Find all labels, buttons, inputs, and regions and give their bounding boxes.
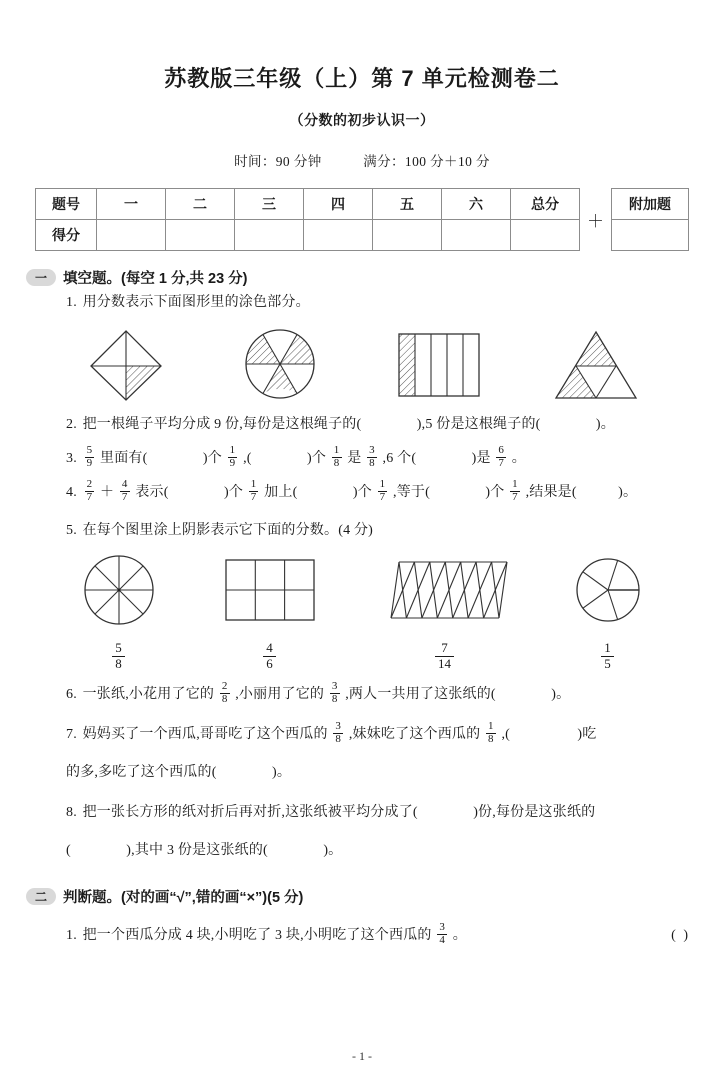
question-5 [66,516,724,546]
triangle-four-parts-icon [549,326,643,404]
question-2-part2: ),5 份是这根绳子的( [416,417,541,432]
section2-question-1-t2: 。 [452,927,467,943]
extra-header: 附加题 [612,189,689,220]
question-7-number: 7. [66,726,77,742]
section-header-1 [26,267,724,288]
time-label: 时间：90 分钟 [234,154,322,169]
fraction-numerator: 1 [379,478,386,491]
question-3-t4: )个 [307,451,327,466]
score-cell-4[interactable] [304,220,373,251]
question-8-t2: )份,每份是这张纸的 [473,804,596,820]
question-3-number: 3. [66,451,77,466]
plus-icon: ＋ [587,212,604,231]
question-4-t4: 加上( [264,485,298,500]
question-4-t8: ,结果是( [525,485,577,500]
question-6-t1: 一张纸,小花用了它的 [82,686,215,702]
section-title-2: 判断题。(对的画“√”,错的画“×”)(5 分) [63,889,304,906]
table-row [612,189,689,220]
fraction-5-9 [85,445,95,470]
question-7-t2: ,妹妹吃了这个西瓜的 [348,726,481,742]
fraction-denominator: 8 [331,693,338,706]
question-7-t4: )吃 [577,726,597,742]
question-7-line2-a: 的多,多吃了这个西瓜的( [66,764,217,780]
rectangle-six-cells-icon [216,550,324,630]
row-label-score: 得分 [36,220,97,251]
question-4-t5: )个 [352,485,372,500]
question-1-figures [48,324,676,404]
extra-score-cell[interactable] [612,220,689,251]
fraction-3-8 [367,445,377,470]
fraction-3-4 [437,922,447,947]
score-table [35,188,580,251]
fraction-denominator: 9 [229,457,236,470]
fraction-denominator: 8 [112,656,125,672]
fraction-numerator: 3 [335,720,342,733]
col-2: 二 [166,189,235,220]
question-4-t9: )。 [618,485,638,500]
fraction-numerator: 2 [221,680,228,693]
figure-circle-five [566,550,650,672]
question-1 [66,288,724,318]
fraction-numerator: 6 [498,444,505,457]
fraction-numerator: 4 [121,478,128,491]
figure-label-7-14 [435,639,454,672]
col-4: 四 [304,189,373,220]
question-5-figures [48,550,676,672]
section-badge-1: 一 [26,269,56,286]
judgement-answer-box[interactable]: ( ) [671,927,690,943]
question-8-t1: 把一张长方形的纸对折后再对折,这张纸被平均分成了( [82,804,418,820]
fraction-numerator: 3 [369,444,375,457]
fraction-3-8-q6 [330,681,340,706]
question-3-t8: 。 [511,451,526,466]
col-total: 总分 [511,189,580,220]
question-3-t7: )是 [471,451,491,466]
question-7-line2-b: )。 [271,764,292,780]
question-4-number: 4. [66,485,77,500]
question-8 [66,798,724,828]
fraction-denominator: 9 [86,457,93,470]
exam-meta [0,150,724,170]
score-cell-2[interactable] [166,220,235,251]
score-cell-1[interactable] [97,220,166,251]
question-4-t6: ,等于( [393,485,430,500]
question-6-number: 6. [66,686,77,702]
fraction-denominator: 7 [512,491,518,504]
question-3-t1: 里面有( [100,451,148,466]
question-8-line2-a: ( [66,842,71,858]
question-6-t4: )。 [551,686,571,702]
page-number: - 1 - [352,1049,372,1063]
fraction-numerator: 3 [439,921,446,934]
figure-rectangle-five [389,326,483,404]
fraction-6-7 [496,445,506,470]
figure-rectangle-six [216,550,324,672]
question-8-line2-c: )。 [323,842,343,858]
exam-page [0,62,724,1086]
question-8-line2 [66,836,724,866]
fraction-numerator: 7 [441,640,448,655]
rectangle-five-strips-icon [389,326,483,404]
question-8-line2-b: ),其中 3 份是这张纸的( [126,842,268,858]
question-8-number: 8. [66,804,77,820]
fraction-denominator: 8 [335,733,342,746]
fraction-numerator: 3 [331,680,338,693]
row-label-question-no: 题号 [36,189,97,220]
question-7-line2 [66,758,724,788]
figure-label-4-6 [263,639,276,672]
question-7-t3: ,( [501,726,510,742]
circle-eight-sectors-icon [75,550,163,630]
question-5-text: 在每个图里涂上阴影表示它下面的分数。(4 分) [82,523,374,538]
fraction-denominator: 8 [369,457,375,470]
page-title: 苏教版三年级（上）第 7 单元检测卷二 [164,66,560,91]
question-6-t3: ,两人一共用了这张纸的( [345,686,496,702]
question-1-text: 用分数表示下面图形里的涂色部分。 [82,295,310,310]
question-7-t1: 妈妈买了一个西瓜,哥哥吃了这个西瓜的 [82,726,328,742]
question-4 [66,478,724,508]
page-subtitle: （分数的初步认识一） [289,112,435,128]
question-2-part3: )。 [595,417,615,432]
fraction-numerator: 1 [488,720,494,733]
section2-question-1-t1: 把一个西瓜分成 4 块,小明吃了 3 块,小明吃了这个西瓜的 [82,927,432,943]
question-1-number: 1. [66,295,77,310]
fraction-denominator: 7 [121,491,128,504]
fraction-denominator: 8 [221,693,228,706]
fraction-2-7 [85,479,95,504]
extra-question-table [611,188,689,251]
question-2 [66,410,724,440]
section2-question-1-number: 1. [66,927,77,943]
fraction-numerator: 5 [115,640,122,655]
table-row [36,220,580,251]
question-4-t7: )个 [485,485,505,500]
fraction-denominator: 4 [439,934,446,947]
score-table-wrap [0,188,724,251]
question-3-t3: ,( [243,451,252,466]
fraction-1-8-q7 [486,721,496,746]
fraction-1-7-c [510,479,520,504]
fraction-denominator: 8 [333,457,340,470]
question-7 [66,720,724,750]
fraction-numerator: 2 [86,478,93,491]
question-6 [66,680,724,710]
fraction-numerator: 1 [250,478,257,491]
question-2-number: 2. [66,417,77,432]
fraction-1-9 [228,445,238,470]
score-cell-total[interactable] [511,220,580,251]
fraction-1-7-a [249,479,259,504]
fraction-numerator: 1 [512,478,518,491]
fraction-denominator: 6 [263,656,276,672]
question-3 [66,444,724,474]
question-5-number: 5. [66,523,77,538]
circle-five-sectors-icon [566,550,650,630]
fraction-1-7-b [378,479,388,504]
section-title-1: 填空题。(每空 1 分,共 23 分) [63,271,248,287]
question-4-t2: 表示( [135,485,169,500]
figure-diamond [81,326,171,404]
figure-circle-eight [75,550,163,672]
question-6-t2: ,小丽用了它的 [235,686,325,702]
figure-circle-six [237,324,323,404]
question-3-t6: ,6 个( [382,451,417,466]
fraction-denominator: 7 [86,491,93,504]
score-cell-3[interactable] [235,220,304,251]
fraction-numerator: 1 [333,444,340,457]
figure-parallelogram [377,550,513,672]
question-3-t2: )个 [202,451,222,466]
fraction-denominator: 7 [250,491,257,504]
fraction-4-7 [120,479,130,504]
fraction-denominator: 14 [435,656,454,672]
figure-label-5-8 [112,639,125,672]
total-score-label: 满分：100 分＋10 分 [363,154,490,169]
section2-question-1 [66,921,724,951]
table-row [36,189,580,220]
section-badge-2: 二 [26,888,56,905]
table-row [612,220,689,251]
col-3: 三 [235,189,304,220]
fraction-numerator: 4 [266,640,273,655]
col-5: 五 [373,189,442,220]
fraction-2-8 [220,681,230,706]
figure-label-1-5 [601,639,614,672]
question-2-part1: 把一根绳子平均分成 9 份,每份是这根绳子的( [82,417,362,432]
fraction-3-8-q7 [333,721,343,746]
figure-triangle-four [549,326,643,404]
diamond-four-triangles-icon [81,326,171,404]
fraction-numerator: 1 [229,444,236,457]
fraction-1-8 [332,445,342,470]
question-4-plus: ＋ [100,485,115,500]
fraction-numerator: 1 [604,640,611,655]
circle-six-sectors-icon [237,324,323,404]
col-6: 六 [442,189,511,220]
fraction-denominator: 8 [488,733,494,746]
section-header-2 [26,886,724,907]
fraction-denominator: 7 [498,457,505,470]
parallelogram-fourteen-triangles-icon [377,550,513,630]
score-cell-5[interactable] [373,220,442,251]
question-4-t3: )个 [224,485,244,500]
fraction-denominator: 5 [601,656,614,672]
fraction-denominator: 7 [379,491,386,504]
col-1: 一 [97,189,166,220]
score-cell-6[interactable] [442,220,511,251]
fraction-numerator: 5 [86,444,93,457]
question-3-t5: 是 [347,451,362,466]
